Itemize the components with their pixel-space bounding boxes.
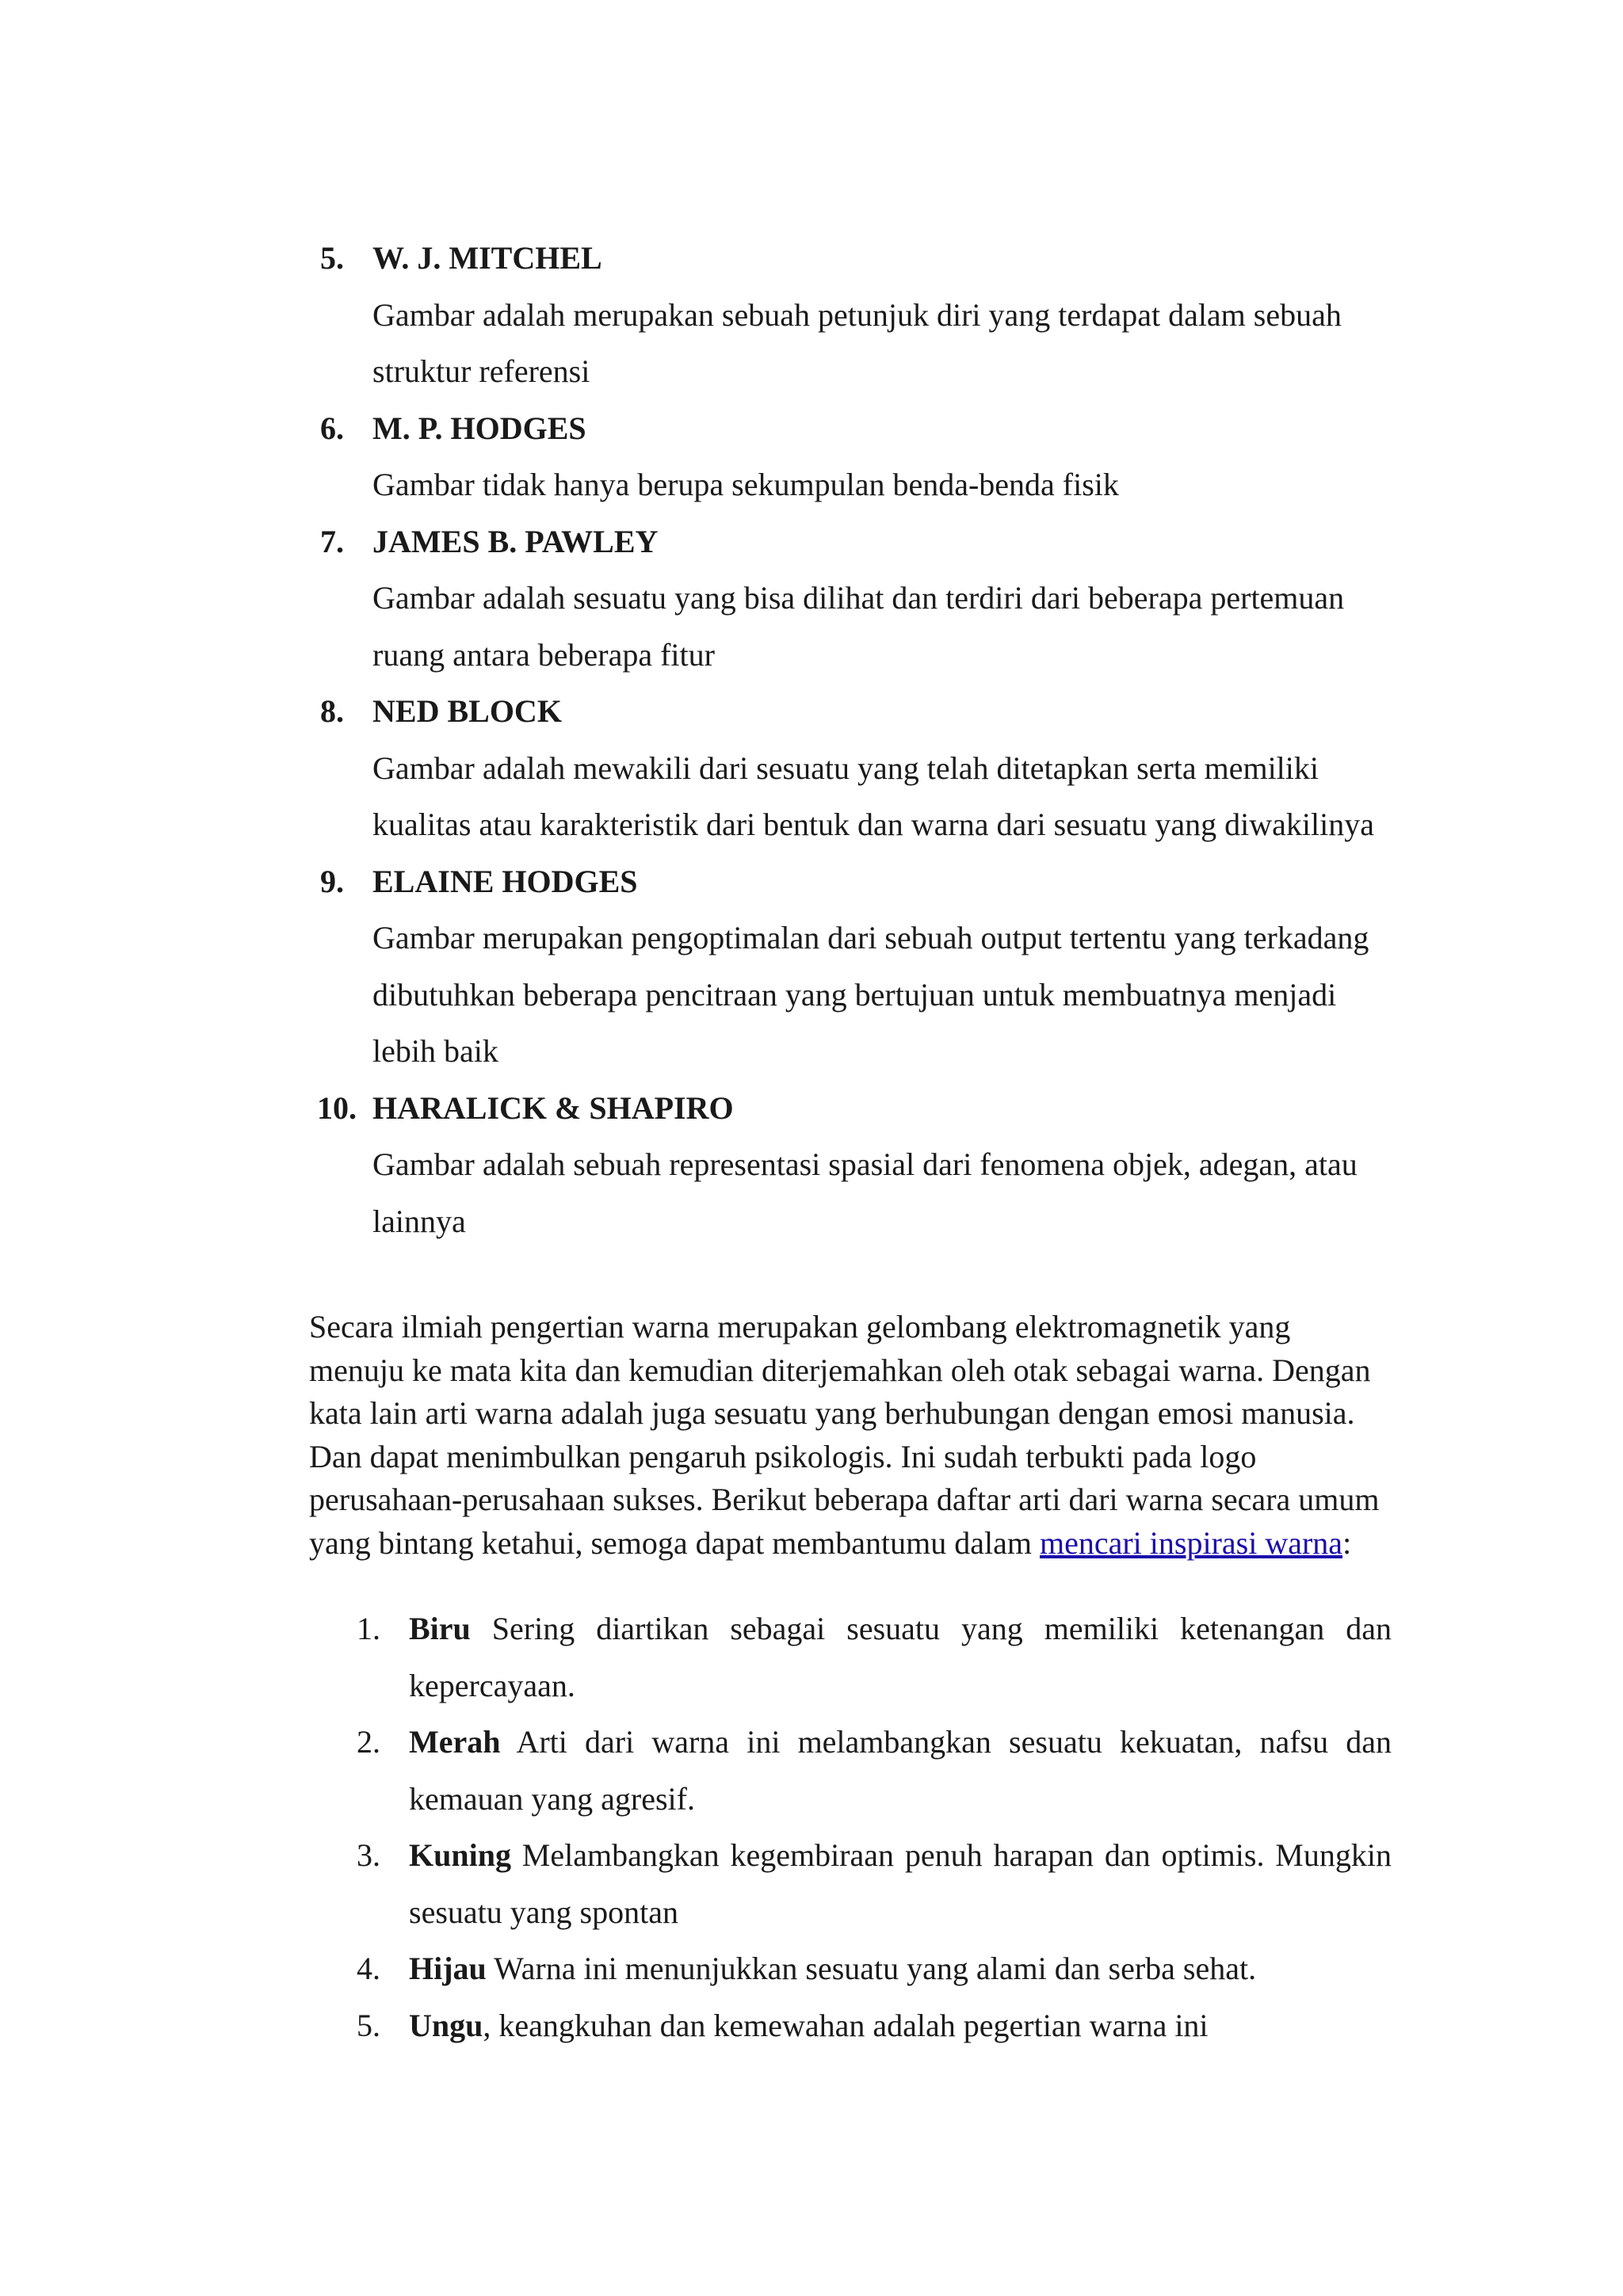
color-number: 2. — [357, 1724, 380, 1760]
color-name: Ungu — [409, 2007, 483, 2043]
definitions-list — [317, 230, 1398, 1249]
definition-author: NED BLOCK — [372, 693, 562, 729]
color-item-hijau — [357, 1940, 1392, 1997]
color-number: 3. — [357, 1837, 380, 1873]
definition-number: 8. — [320, 693, 344, 729]
definition-number: 9. — [320, 863, 344, 899]
definition-author: ELAINE HODGES — [372, 863, 638, 899]
color-name: Biru — [409, 1611, 471, 1646]
color-item-kuning — [357, 1827, 1392, 1940]
color-number: 5. — [357, 2007, 380, 2043]
definition-item — [320, 400, 1398, 513]
definition-number: 6. — [320, 410, 344, 446]
color-meanings-list — [357, 1600, 1392, 2054]
definition-author: HARALICK & SHAPIRO — [372, 1089, 734, 1126]
color-intro-paragraph — [309, 1306, 1390, 1565]
definition-item — [320, 853, 1398, 1080]
definition-heading — [320, 853, 1398, 910]
definition-text: Gambar adalah sebuah representasi spasial dari fenomena objek, adegan, atau lainnya — [372, 1146, 1358, 1239]
definition-heading — [320, 683, 1398, 740]
paragraph-text: Secara ilmiah pengertian warna merupakan gelombang elektromagnetik yang menuju ke mata kita dan kemudian diterjemahkan oleh otak sebagai warna. Dengan kata lain arti warna adalah juga sesuatu yang berhubungan dengan emosi manusia. Dan dapat menimbulkan pengaruh psikologis. Ini sudah terbukti pada logo perusahaan-perusahaan sukses. Berikut beberapa daftar arti dari warna secara umum yang bintang ketahui, semoga dapat membantumu dalam — [309, 1309, 1380, 1561]
paragraph-colon: : — [1342, 1524, 1352, 1561]
color-description: Melambangkan kegembiraan penuh harapan dan optimis. Mungkin sesuatu yang spontan — [409, 1837, 1392, 1930]
color-number: 4. — [357, 1951, 380, 1986]
color-item-biru — [357, 1600, 1392, 1714]
definition-item — [317, 1080, 1398, 1250]
color-item-merah — [357, 1714, 1392, 1827]
definition-item — [320, 230, 1398, 400]
definition-text: Gambar adalah merupakan sebuah petunjuk diri yang terdapat dalam sebuah struktur referensi — [372, 296, 1342, 389]
definition-item — [320, 513, 1398, 684]
color-number: 1. — [357, 1611, 380, 1646]
definition-text: Gambar adalah mewakili dari sesuatu yang telah ditetapkan serta memiliki kualitas atau karakteristik dari bentuk dan warna dari sesuatu yang diwakilinya — [372, 749, 1375, 842]
color-description: Warna ini menunjukkan sesuatu yang alami dan serba sehat. — [486, 1951, 1257, 1986]
definition-number: 5. — [320, 240, 344, 276]
color-item-ungu — [357, 1997, 1392, 2054]
definition-text: Gambar tidak hanya berupa sekumpulan benda-benda fisik — [372, 467, 1119, 502]
definition-author: W. J. MITCHEL — [372, 240, 602, 276]
definition-heading — [320, 400, 1398, 457]
definition-heading — [320, 513, 1398, 570]
definition-text: Gambar merupakan pengoptimalan dari sebuah output tertentu yang terkadang dibutuhkan beberapa pencitraan yang bertujuan untuk membuatnya menjadi lebih baik — [372, 920, 1369, 1069]
definition-heading — [320, 230, 1398, 287]
color-name: Merah — [409, 1724, 501, 1760]
color-name: Hijau — [409, 1951, 487, 1986]
definition-item — [320, 683, 1398, 853]
definition-heading — [317, 1080, 1398, 1137]
color-description: , keangkuhan dan kemewahan adalah pegertian warna ini — [483, 2007, 1209, 2043]
color-name: Kuning — [409, 1837, 511, 1873]
definition-author: JAMES B. PAWLEY — [372, 523, 659, 559]
inspiration-link[interactable]: mencari inspirasi warna — [1039, 1524, 1343, 1561]
color-description: Sering diartikan sebagai sesuatu yang memiliki ketenangan dan kepercayaan. — [409, 1611, 1392, 1703]
definition-number: 7. — [320, 523, 344, 559]
color-description: Arti dari warna ini melambangkan sesuatu kekuatan, nafsu dan kemauan yang agresif. — [409, 1724, 1392, 1817]
definition-author: M. P. HODGES — [372, 410, 586, 446]
definition-number: 10. — [317, 1089, 357, 1126]
definition-text: Gambar adalah sesuatu yang bisa dilihat dan terdiri dari beberapa pertemuan ruang antara beberapa fitur — [372, 580, 1345, 673]
